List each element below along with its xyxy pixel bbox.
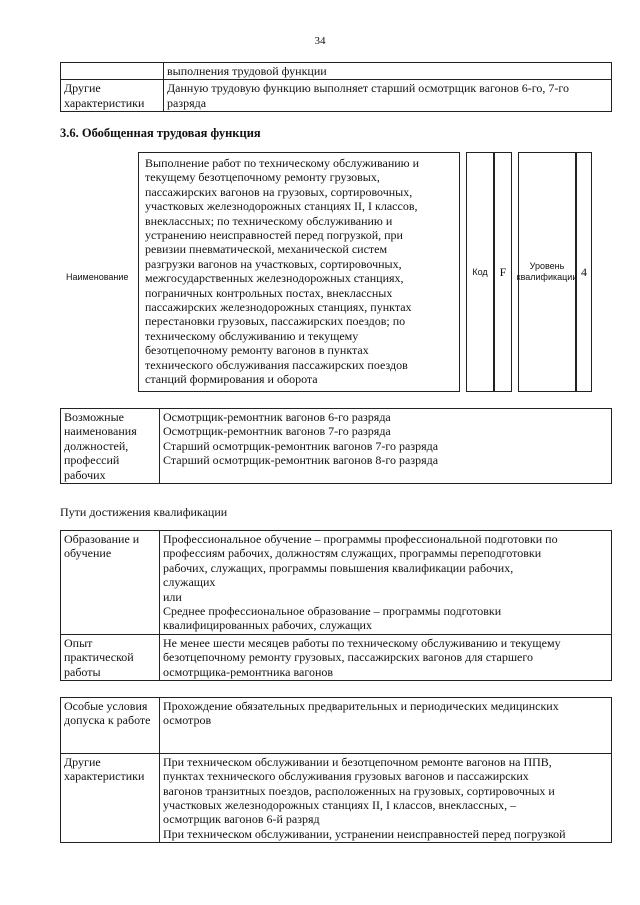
- level-label-line: Уровень: [529, 261, 565, 271]
- other-characteristics-label: Другие характеристики: [61, 753, 160, 842]
- text-line: При техническом обслуживании, устранении неисправностей перед погрузкой: [163, 826, 566, 841]
- experience-cell: [160, 634, 612, 680]
- table-cell: Другие характеристики: [61, 80, 164, 112]
- position-item: Осмотрщик-ремонтник вагонов 6-го разряда: [163, 410, 391, 424]
- table-row: [61, 634, 612, 680]
- text-line: пунктах технического обслуживания грузовых вагонов и пассажирских: [163, 769, 529, 784]
- table-row: [61, 63, 612, 80]
- qualification-table: [60, 530, 612, 681]
- positions-label-line: рабочих: [64, 467, 106, 482]
- name-label: Наименование: [66, 272, 129, 282]
- code-label: Код: [466, 152, 494, 392]
- text-line: осмотров: [163, 713, 212, 728]
- text-line: профессиям рабочих, должностям служащих, программы переподготовки: [163, 546, 542, 561]
- function-name-line: участковых железнодорожных станциях II, I классов,: [145, 199, 418, 214]
- function-name-line: текущему безотцепочному ремонту грузовых,: [145, 170, 380, 185]
- text-line: квалифицированных рабочих, служащих: [163, 618, 372, 633]
- text-line: Среднее профессиональное образование – программы подготовки: [163, 604, 502, 619]
- function-name-line: устранению неисправностей перед погрузкой, при: [145, 228, 403, 243]
- section-title: 3.6. Обобщенная трудовая функция: [60, 126, 261, 140]
- function-name-line: Выполнение работ по техническому обслуживанию и: [145, 156, 420, 170]
- special-conditions-label: Особые условия допуска к работе: [61, 698, 160, 754]
- function-name-line: перестановки грузовых, пассажирских поездов; по: [145, 314, 406, 329]
- text-line: При техническом обслуживании и безотцепочном ремонте вагонов на ППВ,: [163, 754, 552, 769]
- function-name-line: межгосударственных железнодорожных станциях,: [145, 271, 404, 286]
- level-label-line: квалификации: [516, 272, 578, 282]
- spacer: [163, 728, 608, 752]
- level-label: [518, 152, 576, 392]
- table-cell: выполнения трудовой функции: [164, 63, 612, 80]
- function-name-box: [138, 152, 460, 392]
- positions-label-line: должностей,: [64, 438, 129, 453]
- table-row: [61, 409, 612, 484]
- text-line: вагонов транзитных поездов, расположенных на грузовых, сортировочных и: [163, 783, 555, 798]
- table-row: [61, 80, 612, 112]
- other-characteristics-cell: [160, 753, 612, 842]
- table-row: [61, 753, 612, 842]
- function-name-line: безотцепочному ремонту вагонов в пунктах: [145, 343, 369, 358]
- function-name-line: техническому обслуживанию и текущему: [145, 328, 359, 343]
- positions-label-cell: [61, 409, 160, 484]
- text-line: Прохождение обязательных предварительных и периодических медицинских: [163, 699, 559, 713]
- function-name-line: станций формирования и оборота: [145, 372, 318, 387]
- positions-label-line: наименования: [64, 424, 137, 439]
- table-row: [61, 698, 612, 754]
- function-name-line: пограничных контрольных постах, внеклассных: [145, 285, 393, 300]
- level-value: 4: [576, 152, 592, 392]
- function-name-line: технического обслуживания пассажирских поездов: [145, 357, 408, 372]
- text-line: осмотрщик вагонов 6-й разряд: [163, 812, 320, 827]
- education-cell: [160, 531, 612, 635]
- positions-list-cell: [160, 409, 612, 484]
- position-item: Старший осмотрщик-ремонтник вагонов 7-го разряда: [163, 438, 439, 453]
- text-line: участковых железнодорожных станциях II, I классов, внеклассных, –: [163, 798, 517, 813]
- special-conditions-cell: [160, 698, 612, 754]
- text-line: осмотрщика-ремонтника вагонов: [163, 664, 334, 679]
- table-cell: Данную трудовую функцию выполняет старший осмотрщик вагонов 6-го, 7-го разряда: [164, 80, 612, 112]
- table-cell: [61, 63, 164, 80]
- conditions-table: [60, 697, 612, 843]
- function-name-line: внеклассных; по техническому обслуживанию и: [145, 213, 393, 228]
- text-line: безотцепочному ремонту грузовых, пассажирских вагонов для старшего: [163, 650, 534, 665]
- positions-label-line: Возможные: [64, 410, 124, 424]
- text-line: Профессиональное обучение – программы профессиональной подготовки по: [163, 532, 558, 546]
- code-level-group: [466, 152, 592, 392]
- experience-label: Опыт практической работы: [61, 634, 160, 680]
- position-item: Старший осмотрщик-ремонтник вагонов 8-го разряда: [163, 453, 439, 468]
- function-name-line: пассажирских железнодорожных станциях, пунктах: [145, 300, 412, 315]
- education-label: Образование и обучение: [61, 531, 160, 635]
- page-number: 34: [314, 35, 326, 47]
- positions-table: [60, 408, 612, 484]
- function-name-line: разгрузки вагонов на участковых, сортировочных,: [145, 256, 402, 271]
- text-line: или: [163, 589, 182, 604]
- text-line: рабочих, служащих, программы повышения квалификации рабочих,: [163, 560, 514, 575]
- paths-title: Пути достижения квалификации: [60, 505, 228, 519]
- code-value: F: [494, 152, 512, 392]
- positions-label-line: профессий: [64, 453, 120, 468]
- table-row: [61, 531, 612, 635]
- text-line: служащих: [163, 575, 216, 590]
- text-line: Не менее шести месяцев работы по техническому обслуживанию и текущему: [163, 635, 561, 650]
- position-item: Осмотрщик-ремонтник вагонов 7-го разряда: [163, 424, 391, 439]
- function-name-line: пассажирских вагонов на грузовых, сортировочных,: [145, 184, 413, 199]
- top-continuation-table: [60, 62, 612, 112]
- function-name-line: ревизии пневматической, механической систем: [145, 242, 388, 257]
